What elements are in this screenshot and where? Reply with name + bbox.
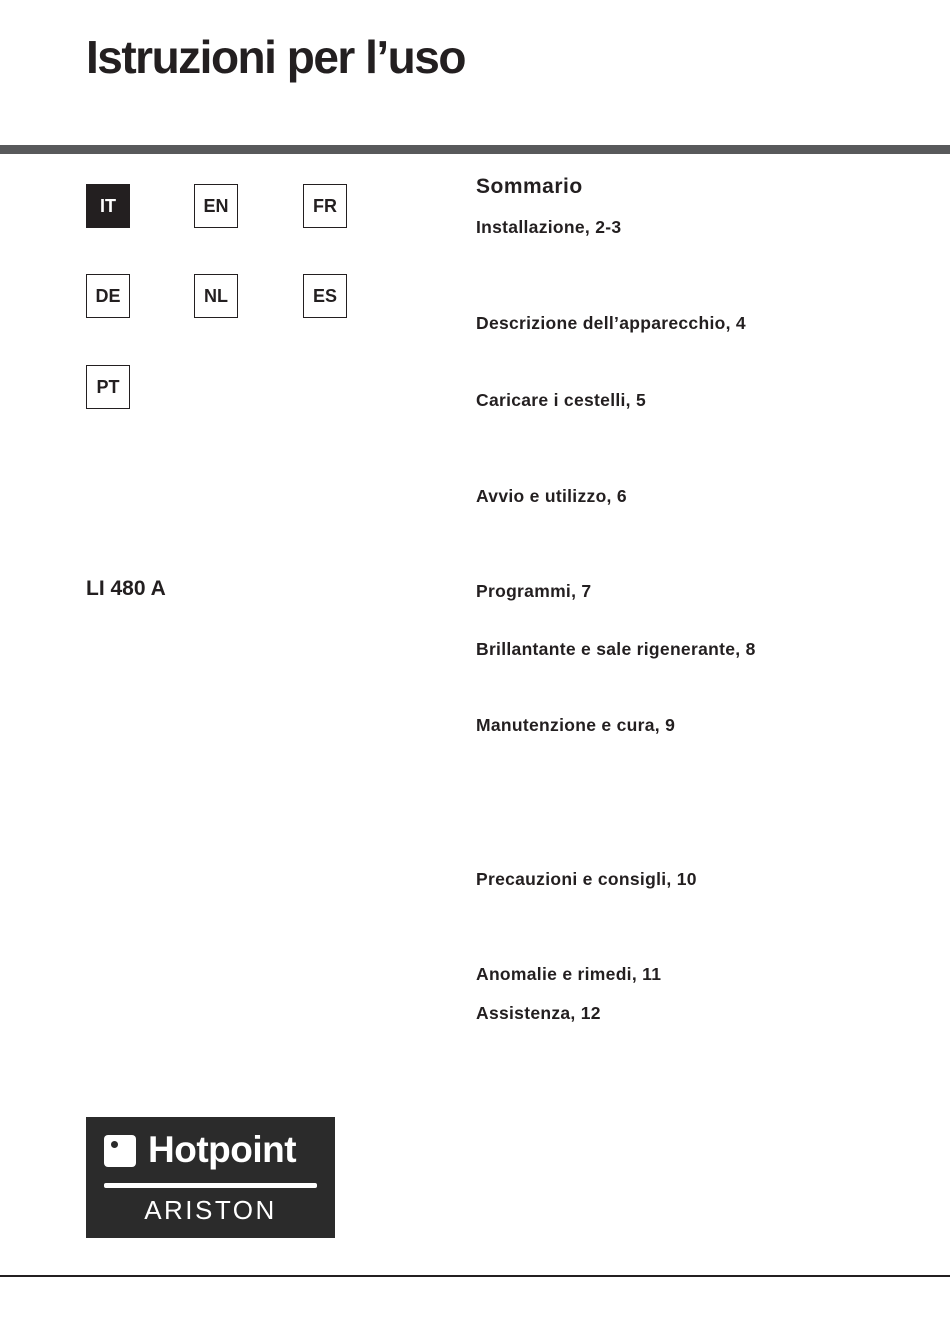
toc-item-anomalie[interactable]: Anomalie e rimedi, 11: [476, 964, 662, 984]
toc-item-programmi[interactable]: Programmi, 7: [476, 581, 592, 601]
language-tab-fr[interactable]: FR: [303, 184, 347, 228]
language-tab-pt[interactable]: PT: [86, 365, 130, 409]
logo-divider: [104, 1183, 317, 1188]
toc-item-descrizione[interactable]: Descrizione dell’apparecchio, 4: [476, 313, 746, 333]
language-tab-es[interactable]: ES: [303, 274, 347, 318]
language-tab-it[interactable]: IT: [86, 184, 130, 228]
toc-heading: Sommario: [476, 175, 583, 198]
logo-brand-name: Hotpoint: [148, 1129, 297, 1170]
toc-item-caricare[interactable]: Caricare i cestelli, 5: [476, 390, 647, 410]
header-divider: [0, 145, 950, 154]
language-tab-nl[interactable]: NL: [194, 274, 238, 318]
language-tab-en[interactable]: EN: [194, 184, 238, 228]
language-tab-de[interactable]: DE: [86, 274, 130, 318]
toc-item-brillantante[interactable]: Brillantante e sale rigenerante, 8: [476, 639, 756, 659]
toc-item-precauzioni[interactable]: Precauzioni e consigli, 10: [476, 869, 697, 889]
toc-item-installazione[interactable]: Installazione, 2-3: [476, 217, 622, 237]
footer-divider: [0, 1275, 950, 1277]
page-title: Istruzioni per l’uso: [86, 31, 465, 83]
brand-mark-icon: [104, 1135, 136, 1167]
brand-mark-dot: [111, 1141, 118, 1148]
hotpoint-ariston-logo: [86, 1117, 335, 1238]
logo-sub-brand: ARISTON: [144, 1195, 277, 1225]
toc-item-assistenza[interactable]: Assistenza, 12: [476, 1003, 601, 1023]
toc-item-avvio[interactable]: Avvio e utilizzo, 6: [476, 486, 627, 506]
toc-item-manutenzione[interactable]: Manutenzione e cura, 9: [476, 715, 676, 735]
model-number: LI 480 A: [86, 577, 166, 600]
